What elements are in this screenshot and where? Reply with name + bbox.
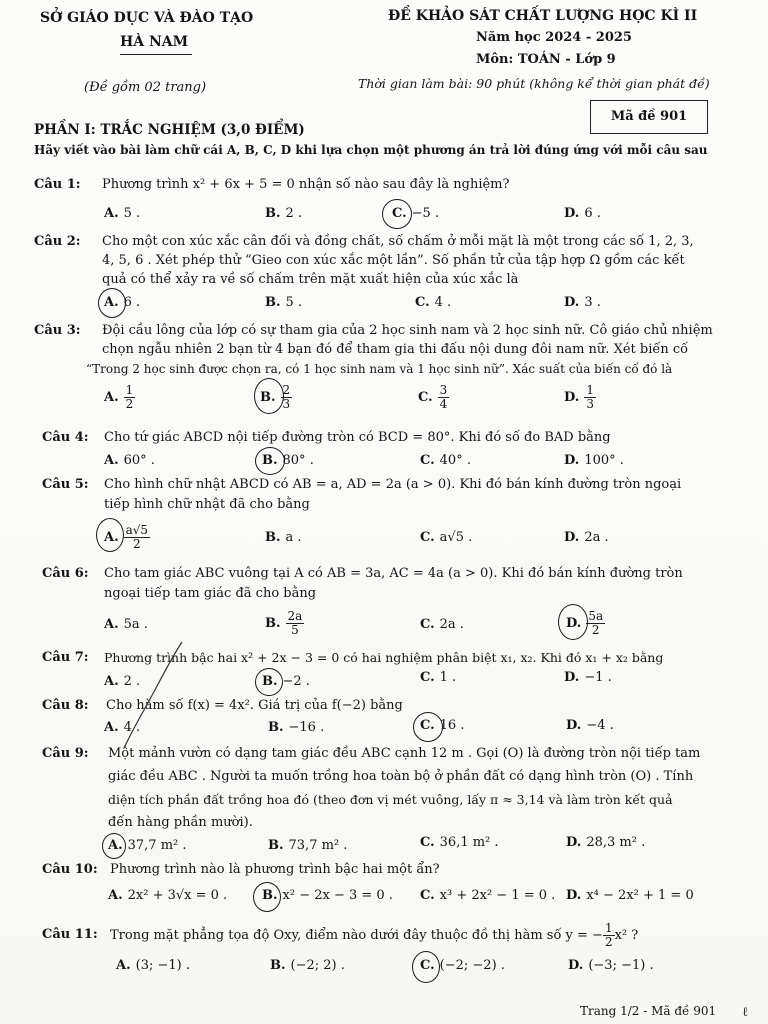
q7-letter-b: B. xyxy=(262,674,278,689)
q7-option-b xyxy=(262,674,310,689)
q9-letter-b: B. xyxy=(268,838,284,853)
q9-line2: giác đều ABC . Người ta muốn trồng hoa toàn bộ ở phần đất có dạng hình tròn (O) . Tính xyxy=(108,769,694,784)
q2-letter-b: B. xyxy=(265,295,281,310)
q6-option-d xyxy=(566,610,605,637)
q5-line2: tiếp hình chữ nhật đã cho bằng xyxy=(104,497,310,512)
q6-b-num: 2a xyxy=(287,609,303,623)
q3-c-num: 3 xyxy=(439,383,448,397)
q10-b-text: x² − 2x − 3 = 0 . xyxy=(282,888,393,903)
q1-option-a xyxy=(104,206,140,221)
q11-letter-c: C. xyxy=(420,958,435,973)
underline-dept xyxy=(120,54,192,55)
q3-letter-a: A. xyxy=(104,390,119,405)
q7-d-text: −1 . xyxy=(584,670,612,685)
q3-letter-b: B. xyxy=(260,390,276,405)
q9-option-b xyxy=(268,838,347,853)
q7-letter-a: A. xyxy=(104,674,119,689)
department-line1: SỞ GIÁO DỤC VÀ ĐÀO TẠO xyxy=(40,10,254,26)
q5-option-c xyxy=(420,530,472,545)
q8-option-c xyxy=(420,718,464,733)
q10-letter-c: C. xyxy=(420,888,435,903)
q8-a-text: 4 . xyxy=(123,720,141,735)
q10-a-text: 2x² + 3√x = 0 . xyxy=(127,888,228,903)
q11-option-d xyxy=(568,958,654,973)
q10-c-text: x³ + 2x² − 1 = 0 . xyxy=(439,888,556,903)
q11-stem-num: 1 xyxy=(604,921,613,935)
q7-stem: Phương trình bậc hai x² + 2x − 3 = 0 có hai nghiệm phân biệt x₁, x₂. Khi đó x₁ + x₂ bằng xyxy=(104,650,664,665)
q8-option-d xyxy=(566,718,614,733)
q6-b-den: 5 xyxy=(291,623,299,637)
department-line2: HÀ NAM xyxy=(120,34,189,50)
q3-a-den: 2 xyxy=(125,397,134,411)
q6-d-frac xyxy=(586,610,605,637)
q9-c-text: 36,1 m² . xyxy=(439,835,499,850)
q1-letter-c: C. xyxy=(392,206,407,221)
q4-option-d xyxy=(564,453,624,468)
q1-c-text: −5 . xyxy=(411,206,440,221)
q9-letter-c: C. xyxy=(420,835,435,850)
q2-c-text: 4 . xyxy=(434,295,452,310)
q3-b-frac xyxy=(281,384,293,411)
q3-a-num: 1 xyxy=(125,383,134,397)
q5-letter-a: A. xyxy=(104,530,119,545)
q10-option-a xyxy=(108,888,227,903)
q11-a-text: (3; −1) . xyxy=(135,958,190,973)
q1-label: Câu 1: xyxy=(34,177,81,192)
q5-letter-d: D. xyxy=(564,530,580,545)
q9-b-text: 73,7 m² . xyxy=(288,838,348,853)
footer-handwritten-mark: ℓ xyxy=(742,1005,749,1020)
q5-letter-b: B. xyxy=(265,530,281,545)
q2-d-text: 3 . xyxy=(584,295,601,310)
q10-stem: Phương trình nào là phương trình bậc hai một ẩn? xyxy=(110,862,440,877)
q8-b-text: −16 . xyxy=(288,720,325,735)
q11-letter-b: B. xyxy=(270,958,286,973)
q7-letter-d: D. xyxy=(564,670,580,685)
q9-line1: Một mảnh vườn có dạng tam giác đều ABC cạnh 12 m . Gọi (O) là đường tròn nội tiếp tam xyxy=(108,746,701,761)
q2-option-a xyxy=(104,295,140,310)
q2-line3: quả có thể xảy ra về số chấm trên mặt xuất hiện của xúc xắc là xyxy=(102,272,519,287)
q11-c-text: (−2; −2) . xyxy=(439,958,505,973)
q11-b-text: (−2; 2) . xyxy=(290,958,345,973)
q11-stem xyxy=(110,922,638,949)
exam-title: ĐỀ KHẢO SÁT CHẤT LƯỢNG HỌC KÌ II xyxy=(388,8,698,24)
q5-d-text: 2a . xyxy=(584,530,609,545)
q1-letter-a: A. xyxy=(104,206,119,221)
q10-letter-b: B. xyxy=(262,888,278,903)
q7-option-d xyxy=(564,670,612,685)
q4-b-text: 80° . xyxy=(282,453,314,468)
q6-label: Câu 6: xyxy=(42,566,89,581)
q6-letter-c: C. xyxy=(420,617,435,632)
q3-option-b xyxy=(260,384,292,411)
q1-b-text: 2 . xyxy=(285,206,303,221)
q10-option-c xyxy=(420,888,555,903)
pages-note: (Đề gồm 02 trang) xyxy=(84,80,207,95)
q6-line2: ngoại tiếp tam giác đã cho bằng xyxy=(104,586,317,601)
q4-option-b xyxy=(262,453,314,468)
q5-a-den: 2 xyxy=(133,537,141,551)
q11-stem-den: 2 xyxy=(604,935,613,949)
q11-option-a xyxy=(116,958,190,973)
q8-d-text: −4 . xyxy=(586,718,614,733)
q4-letter-d: D. xyxy=(564,453,580,468)
q8-stem: Cho hàm số f(x) = 4x². Giá trị của f(−2) bằng xyxy=(106,698,403,713)
q1-d-text: 6 . xyxy=(584,206,601,221)
q6-c-text: 2a . xyxy=(439,617,464,632)
footer-page-label: Trang 1/2 - Mã đề 901 xyxy=(580,1004,717,1018)
q11-letter-a: A. xyxy=(116,958,131,973)
q1-letter-b: B. xyxy=(265,206,281,221)
q8-letter-d: D. xyxy=(566,718,582,733)
q4-c-text: 40° . xyxy=(439,453,471,468)
q2-a-text: 6 . xyxy=(123,295,141,310)
q3-d-num: 1 xyxy=(586,383,594,397)
q4-a-text: 60° . xyxy=(123,453,155,468)
q7-c-text: 1 . xyxy=(439,670,457,685)
q2-letter-d: D. xyxy=(564,295,580,310)
q2-option-c xyxy=(415,295,451,310)
q2-option-b xyxy=(265,295,302,310)
q7-option-c xyxy=(420,670,456,685)
q10-option-b xyxy=(262,888,393,903)
pencil-stroke-mark xyxy=(120,640,200,750)
q9-option-c xyxy=(420,835,499,850)
q3-option-d xyxy=(564,384,596,411)
q10-letter-a: A. xyxy=(108,888,123,903)
time-note: Thời gian làm bài: 90 phút (không kể thời gian phát đề) xyxy=(358,76,710,91)
q11-option-b xyxy=(270,958,345,973)
q3-c-den: 4 xyxy=(439,397,448,411)
q1-option-b xyxy=(265,206,302,221)
q10-option-d xyxy=(566,888,694,903)
part1-instruction: Hãy viết vào bài làm chữ cái A, B, C, D khi lựa chọn một phương án trả lời đúng ứng với mỗi câu sau xyxy=(34,143,708,157)
q11-stem-text: Trong mặt phẳng tọa độ Oxy, điểm nào dưới đây thuộc đồ thị hàm số y = − xyxy=(110,928,603,943)
q8-option-b xyxy=(268,720,324,735)
q5-option-a xyxy=(104,524,150,551)
q4-stem: Cho tứ giác ABCD nội tiếp đường tròn có BCD = 80°. Khi đó số đo BAD bằng xyxy=(104,430,611,445)
q9-letter-d: D. xyxy=(566,835,582,850)
q11-d-text: (−3; −1) . xyxy=(588,958,654,973)
q1-a-text: 5 . xyxy=(123,206,141,221)
q3-d-den: 3 xyxy=(586,397,594,411)
q8-c-text: 16 . xyxy=(439,718,465,733)
q6-option-c xyxy=(420,617,464,632)
q6-d-num: 5a xyxy=(588,609,604,623)
q4-d-text: 100° . xyxy=(584,453,624,468)
q7-a-text: 2 . xyxy=(123,674,141,689)
q10-d-text: x⁴ − 2x² + 1 = 0 xyxy=(586,888,694,903)
q6-a-text: 5a . xyxy=(123,617,148,632)
exam-code-box: Mã đề 901 xyxy=(590,100,708,134)
q2-letter-a: A. xyxy=(104,295,119,310)
q3-b-den: 3 xyxy=(282,397,291,411)
q9-label: Câu 9: xyxy=(42,746,89,761)
q8-letter-a: A. xyxy=(104,720,119,735)
q3-option-c xyxy=(418,384,449,411)
q8-label: Câu 8: xyxy=(42,698,89,713)
subject: Môn: TOÁN - Lớp 9 xyxy=(476,52,616,67)
q5-a-frac xyxy=(124,524,150,551)
q2-option-d xyxy=(564,295,601,310)
q1-option-c xyxy=(392,206,439,221)
q3-a-frac xyxy=(124,384,136,411)
q5-option-b xyxy=(265,530,302,545)
q9-option-a xyxy=(108,838,187,853)
q2-letter-c: C. xyxy=(415,295,430,310)
q5-option-d xyxy=(564,530,609,545)
q3-letter-c: C. xyxy=(418,390,433,405)
q7-b-text: −2 . xyxy=(282,674,310,689)
q2-b-text: 5 . xyxy=(285,295,303,310)
q3-option-a xyxy=(104,384,135,411)
q3-label: Câu 3: xyxy=(34,323,81,338)
q5-line1: Cho hình chữ nhật ABCD có AB = a, AD = 2a (a > 0). Khi đó bán kính đường tròn ngoại xyxy=(104,477,682,492)
q11-letter-d: D. xyxy=(568,958,584,973)
q2-line1: Cho một con xúc xắc cân đối và đồng chất, số chấm ở mỗi mặt là một trong các số 1, 2, 3, xyxy=(102,234,694,249)
q4-label: Câu 4: xyxy=(42,430,89,445)
q3-c-frac xyxy=(438,384,450,411)
q9-d-text: 28,3 m² . xyxy=(586,835,646,850)
q5-c-text: a√5 . xyxy=(439,530,473,545)
q6-option-a xyxy=(104,617,148,632)
q6-letter-b: B. xyxy=(265,616,281,631)
q5-a-num: a√5 xyxy=(125,523,149,537)
q3-line1: Đội cầu lông của lớp có sự tham gia của 2 học sinh nam và 2 học sinh nữ. Cô giáo chủ nhiệm xyxy=(102,323,713,338)
q9-line4: đến hàng phần mười). xyxy=(108,815,253,830)
q3-b-num: 2 xyxy=(282,383,291,397)
q9-line3: diện tích phần đất trồng hoa đó (theo đơn vị mét vuông, lấy π ≈ 3,14 và làm tròn kết quả xyxy=(108,792,673,807)
school-year: Năm học 2024 - 2025 xyxy=(476,30,632,45)
q2-label: Câu 2: xyxy=(34,234,81,249)
q4-letter-a: A. xyxy=(104,453,119,468)
q3-line3: “Trong 2 học sinh được chọn ra, có 1 học sinh nam và 1 học sinh nữ”. Xác suất của biến cố đó là xyxy=(86,362,673,376)
q9-letter-a: A. xyxy=(108,838,123,853)
q1-option-d xyxy=(564,206,601,221)
q7-letter-c: C. xyxy=(420,670,435,685)
q3-line2: chọn ngẫu nhiên 2 bạn từ 4 bạn đó để tham gia thi đấu nội dung đôi nam nữ. Xét biến cố xyxy=(102,342,689,357)
q6-line1: Cho tam giác ABC vuông tại A có AB = 3a, AC = 4a (a > 0). Khi đó bán kính đường tròn xyxy=(104,566,683,581)
q5-label: Câu 5: xyxy=(42,477,89,492)
q5-b-text: a . xyxy=(285,530,302,545)
q6-d-den: 2 xyxy=(591,623,600,637)
q5-letter-c: C. xyxy=(420,530,435,545)
q11-stem-end: x² ? xyxy=(614,928,639,943)
q1-stem: Phương trình x² + 6x + 5 = 0 nhận số nào sau đây là nghiệm? xyxy=(102,177,510,192)
q9-a-text: 37,7 m² . xyxy=(127,838,187,853)
q3-letter-d: D. xyxy=(564,390,580,405)
q8-letter-c: C. xyxy=(420,718,435,733)
q6-option-b xyxy=(265,610,304,637)
q1-letter-d: D. xyxy=(564,206,580,221)
part1-title: PHẦN I: TRẮC NGHIỆM (3,0 ĐIỂM) xyxy=(34,122,305,138)
q6-b-frac xyxy=(286,610,305,637)
q4-option-c xyxy=(420,453,471,468)
q6-letter-d: D. xyxy=(566,616,582,631)
q4-option-a xyxy=(104,453,155,468)
q11-label: Câu 11: xyxy=(42,927,98,942)
q10-label: Câu 10: xyxy=(42,862,98,877)
q8-letter-b: B. xyxy=(268,720,284,735)
q11-stem-frac xyxy=(603,922,615,949)
q6-letter-a: A. xyxy=(104,617,119,632)
q11-option-c xyxy=(420,958,505,973)
q7-label: Câu 7: xyxy=(42,650,89,665)
q4-letter-b: B. xyxy=(262,453,278,468)
q10-letter-d: D. xyxy=(566,888,582,903)
q2-line2: 4, 5, 6 . Xét phép thử “Gieo con xúc xắc một lần”. Số phần tử của tập hợp Ω gồm các kết xyxy=(102,253,685,268)
q3-d-frac xyxy=(584,384,596,411)
q4-letter-c: C. xyxy=(420,453,435,468)
q9-option-d xyxy=(566,835,645,850)
